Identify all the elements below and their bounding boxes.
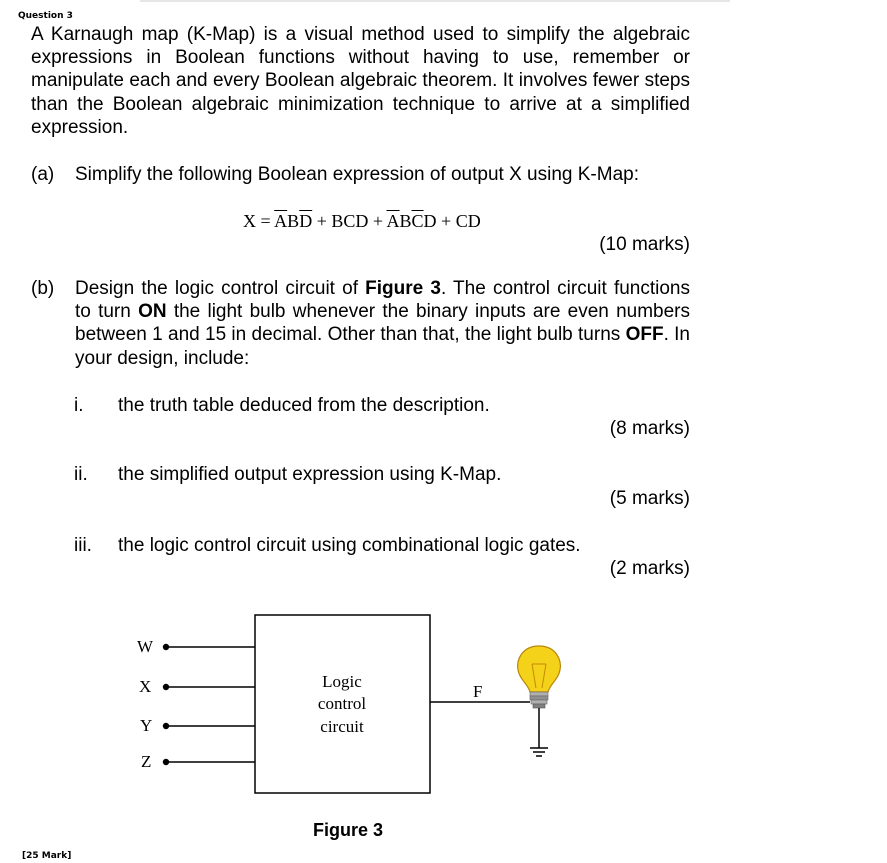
item-iii-marks: (2 marks) — [609, 558, 690, 579]
output-f-label: F — [473, 682, 483, 701]
input-z-label: Z — [141, 752, 152, 771]
light-bulb-icon — [518, 646, 561, 708]
item-ii-marks: (5 marks) — [609, 488, 690, 509]
input-x-label: X — [139, 677, 152, 696]
input-w-label: W — [137, 637, 154, 656]
total-marks: [25 Mark] — [22, 851, 72, 861]
item-iii-text: the logic control circuit using combinational logic gates. — [118, 535, 581, 556]
ground-icon — [530, 748, 548, 756]
part-b-text: Design the logic control circuit of Figure 3. The control circuit functions to turn ON the light bulb whenever the binary inputs are even numbers between 1 and 15 in decimal. Other than that, the light bulb turns OFF. In your design, include: — [75, 278, 691, 369]
item-i-num: i. — [74, 395, 84, 416]
box-label-control: control — [317, 694, 367, 713]
item-i-text: the truth table deduced from the description. — [118, 395, 490, 416]
part-a-label: (a) — [31, 164, 55, 185]
input-y-label: Y — [140, 716, 153, 735]
figure-caption: Figure 3 — [313, 820, 384, 840]
part-b-label: (b) — [31, 278, 55, 299]
item-ii-num: ii. — [74, 464, 88, 485]
intro-paragraph: A Karnaugh map (K-Map) is a visual method used to simplify the algebraic expressions in Boolean functions without having to use, remember or manipulate each and every Boolean algebraic theorem. It involves fewer steps than the Boolean algebraic minimization technique to arrive at a simplified expression. — [31, 24, 690, 138]
item-i-marks: (8 marks) — [609, 418, 690, 439]
question-header: Question 3 — [18, 11, 73, 21]
part-a-marks: (10 marks) — [599, 234, 690, 255]
box-label-logic: Logic — [322, 672, 362, 691]
boolean-equation: $X = \overline{A}B\overline{D}$ + BCD + $\overline{A}B\overline{C}D$ + CD — [243, 211, 481, 231]
part-a-text: Simplify the following Boolean expression of output X using K-Map: — [75, 164, 639, 185]
item-ii-text: the simplified output expression using K-Map. — [118, 464, 502, 485]
box-label-circuit: circuit — [320, 717, 364, 736]
item-iii-num: iii. — [74, 535, 92, 556]
